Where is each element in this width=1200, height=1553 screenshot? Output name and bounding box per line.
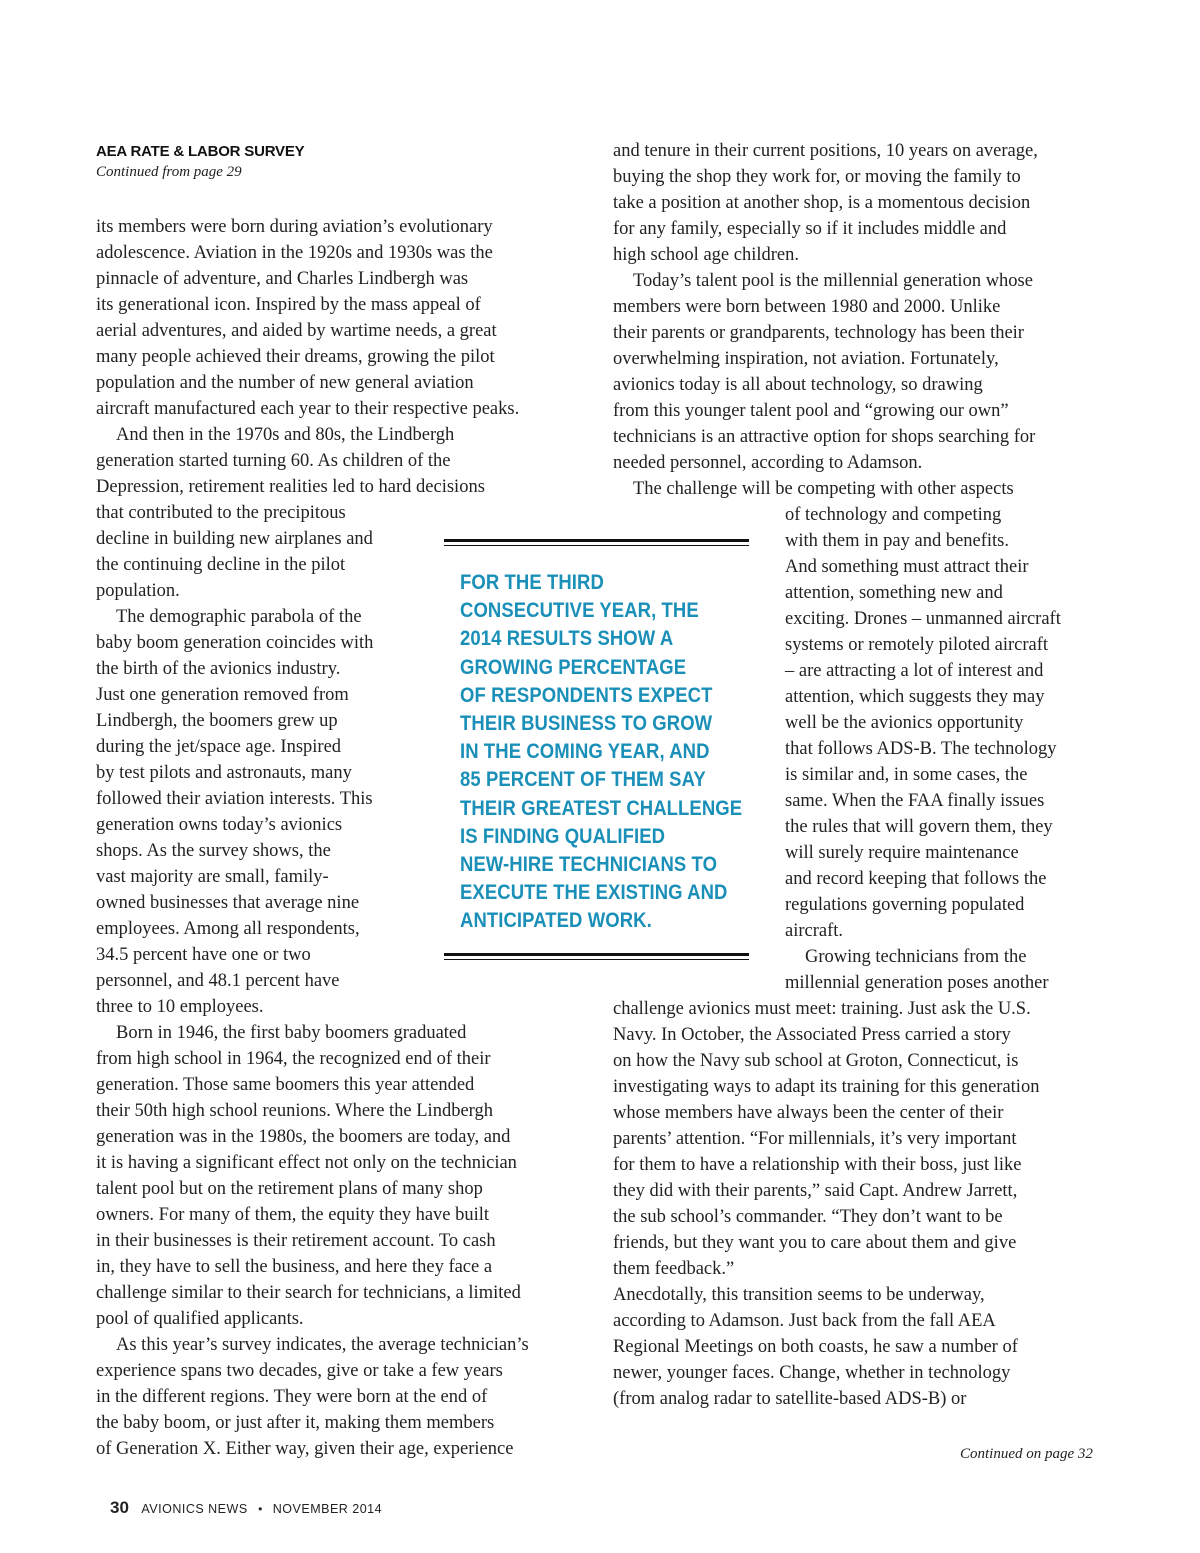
body-text-line: aircraft. bbox=[785, 921, 844, 941]
body-text-line: that follows ADS-B. The technology bbox=[785, 739, 1057, 759]
body-text-line: (from analog radar to satellite-based ADS-B) or bbox=[613, 1389, 967, 1409]
body-text-line: members were born between 1980 and 2000. Unlike bbox=[613, 297, 1001, 317]
body-text-line: Today’s talent pool is the millennial generation whose bbox=[633, 271, 1033, 291]
body-text-line: the sub school’s commander. “They don’t want to be bbox=[613, 1207, 1003, 1227]
body-text-line: will surely require maintenance bbox=[785, 843, 1019, 863]
pull-quote-line: GROWING PERCENTAGE bbox=[460, 654, 687, 679]
body-text-line: them feedback.” bbox=[613, 1259, 735, 1279]
body-text-line: – are attracting a lot of interest and bbox=[785, 661, 1044, 681]
body-text-line: the continuing decline in the pilot bbox=[96, 555, 346, 575]
body-text-line: of Generation X. Either way, given their age, experience bbox=[96, 1439, 514, 1459]
body-text-line: 34.5 percent have one or two bbox=[96, 945, 311, 965]
pull-quote-line: 2014 RESULTS SHOW A bbox=[460, 626, 674, 651]
pull-quote-line: THEIR BUSINESS TO GROW bbox=[460, 711, 713, 735]
body-text-line: The demographic parabola of the bbox=[116, 607, 362, 627]
body-text-line: talent pool but on the retirement plans of many shop bbox=[96, 1179, 483, 1199]
body-text-line: three to 10 employees. bbox=[96, 997, 264, 1017]
body-text-line: of technology and competing bbox=[785, 505, 1002, 525]
body-text-line: Anecdotally, this transition seems to be underway, bbox=[613, 1285, 985, 1305]
body-text-line: population. bbox=[96, 581, 180, 601]
body-text-line: shops. As the survey shows, the bbox=[96, 841, 331, 861]
body-text-line: exciting. Drones – unmanned aircraft bbox=[785, 609, 1061, 629]
pull-quote-bottom-rule bbox=[444, 953, 749, 960]
body-text-line: same. When the FAA finally issues bbox=[785, 791, 1045, 811]
body-text-line: newer, younger faces. Change, whether in technology bbox=[613, 1363, 1011, 1383]
body-text-line: technicians is an attractive option for shops searching for bbox=[613, 427, 1036, 447]
body-text-line: and tenure in their current positions, 10 years on average, bbox=[613, 141, 1038, 161]
body-text-line: The challenge will be competing with other aspects bbox=[633, 479, 1014, 499]
body-text-line: the baby boom, or just after it, making them members bbox=[96, 1413, 495, 1433]
body-text-line: from high school in 1964, the recognized end of their bbox=[96, 1049, 491, 1069]
body-text-line: population and the number of new general aviation bbox=[96, 373, 474, 393]
body-text-line: generation started turning 60. As children of the bbox=[96, 451, 451, 471]
body-text-line: by test pilots and astronauts, many bbox=[96, 763, 352, 783]
body-text-line: the birth of the avionics industry. bbox=[96, 659, 341, 679]
page-footer bbox=[110, 1498, 382, 1518]
body-text-line: friends, but they want you to care about them and give bbox=[613, 1233, 1017, 1253]
body-text-line: And then in the 1970s and 80s, the Lindbergh bbox=[116, 425, 455, 445]
pull-quote-line: THEIR GREATEST CHALLENGE bbox=[460, 795, 743, 820]
body-text-line: baby boom generation coincides with bbox=[96, 633, 374, 653]
body-text-line: from this younger talent pool and “growing our own” bbox=[613, 401, 1009, 421]
body-text-line: their 50th high school reunions. Where the Lindbergh bbox=[96, 1101, 493, 1121]
publication-name: AVIONICS NEWS bbox=[141, 1502, 248, 1516]
body-text-line: is similar and, in some cases, the bbox=[785, 765, 1028, 785]
body-text-line: in, they have to sell the business, and here they face a bbox=[96, 1257, 493, 1277]
body-text-line: whose members have always been the center of their bbox=[613, 1103, 1004, 1123]
body-text-line: in the different regions. They were born at the end of bbox=[96, 1387, 488, 1407]
body-text-line: experience spans two decades, give or take a few years bbox=[96, 1361, 503, 1381]
body-text-line: for any family, especially so if it includes middle and bbox=[613, 219, 1007, 239]
body-text-line: Born in 1946, the first baby boomers graduated bbox=[116, 1023, 467, 1043]
body-text-line: followed their aviation interests. This bbox=[96, 789, 373, 809]
pull-quote-line: FOR THE THIRD bbox=[460, 570, 604, 594]
pull-quote-line: EXECUTE THE EXISTING AND bbox=[460, 880, 728, 905]
body-text-line: it is having a significant effect not only on the technician bbox=[96, 1153, 517, 1173]
body-text-line: generation owns today’s avionics bbox=[96, 815, 343, 835]
body-text-line: personnel, and 48.1 percent have bbox=[96, 971, 340, 991]
body-text-line: systems or remotely piloted aircraft bbox=[785, 635, 1049, 655]
body-text-line: millennial generation poses another bbox=[785, 973, 1049, 993]
body-text-line: pinnacle of adventure, and Charles Lindbergh was bbox=[96, 269, 469, 289]
body-text-line: employees. Among all respondents, bbox=[96, 919, 360, 939]
body-text-line: Depression, retirement realities led to hard decisions bbox=[96, 477, 485, 497]
pull-quote-line: CONSECUTIVE YEAR, THE bbox=[460, 598, 699, 623]
pull-quote-line: IN THE COMING YEAR, AND bbox=[460, 739, 710, 764]
body-text-line: Growing technicians from the bbox=[805, 947, 1027, 967]
body-text-line: according to Adamson. Just back from the fall AEA bbox=[613, 1311, 996, 1331]
body-text-line: vast majority are small, family- bbox=[96, 867, 329, 887]
continued-on: Continued on page 32 bbox=[960, 1446, 1093, 1462]
body-text-line: aerial adventures, and aided by wartime needs, a great bbox=[96, 321, 497, 341]
body-text-line: adolescence. Aviation in the 1920s and 1930s was the bbox=[96, 243, 493, 263]
body-text-line: Regional Meetings on both coasts, he saw a number of bbox=[613, 1337, 1018, 1357]
pull-quote-line: OF RESPONDENTS EXPECT bbox=[460, 682, 713, 707]
body-text-line: aircraft manufactured each year to their respective peaks. bbox=[96, 399, 520, 419]
body-text-line: decline in building new airplanes and bbox=[96, 529, 373, 549]
body-text-line: Just one generation removed from bbox=[96, 685, 349, 705]
body-text-line: they did with their parents,” said Capt. Andrew Jarrett, bbox=[613, 1181, 1018, 1201]
body-text-line: its members were born during aviation’s evolutionary bbox=[96, 217, 493, 237]
continued-from: Continued from page 29 bbox=[96, 164, 242, 180]
pull-quote-line: ANTICIPATED WORK. bbox=[460, 908, 652, 933]
body-text-line: many people achieved their dreams, growing the pilot bbox=[96, 347, 495, 367]
body-text-line: during the jet/space age. Inspired bbox=[96, 737, 342, 757]
body-text-line: And something must attract their bbox=[785, 557, 1029, 577]
body-text-line: high school age children. bbox=[613, 245, 799, 265]
body-text-line: Lindbergh, the boomers grew up bbox=[96, 711, 338, 731]
footer-separator: • bbox=[258, 1502, 263, 1516]
issue-date: NOVEMBER 2014 bbox=[272, 1502, 383, 1516]
body-text-line: regulations governing populated bbox=[785, 895, 1025, 915]
body-text-line: buying the shop they work for, or moving the family to bbox=[613, 167, 1021, 187]
body-text-line: generation. Those same boomers this year attended bbox=[96, 1075, 475, 1095]
pull-quote-line: NEW-HIRE TECHNICIANS TO bbox=[460, 852, 718, 876]
body-text-line: generation was in the 1980s, the boomers are today, and bbox=[96, 1127, 511, 1147]
body-text-line: needed personnel, according to Adamson. bbox=[613, 453, 923, 473]
body-text-line: Navy. In October, the Associated Press carried a story bbox=[613, 1025, 1011, 1045]
body-text-line: well be the avionics opportunity bbox=[785, 713, 1024, 733]
pull-quote-top-rule bbox=[444, 539, 749, 546]
body-text-line: overwhelming inspiration, not aviation. Fortunately, bbox=[613, 349, 999, 369]
body-text-line: in their businesses is their retirement account. To cash bbox=[96, 1231, 496, 1251]
body-text-line: and record keeping that follows the bbox=[785, 869, 1047, 889]
body-text-line: owners. For many of them, the equity they have built bbox=[96, 1205, 490, 1225]
page-number: 30 bbox=[110, 1498, 129, 1517]
body-text-line: for them to have a relationship with their boss, just like bbox=[613, 1155, 1022, 1175]
body-text-line: As this year’s survey indicates, the average technician’s bbox=[116, 1335, 529, 1355]
body-text-line: their parents or grandparents, technology has been their bbox=[613, 323, 1024, 343]
body-text-line: owned businesses that average nine bbox=[96, 893, 360, 913]
body-text-line: take a position at another shop, is a momentous decision bbox=[613, 193, 1031, 213]
body-text-line: avionics today is all about technology, so drawing bbox=[613, 375, 983, 395]
body-text-line: the rules that will govern them, they bbox=[785, 817, 1053, 837]
body-text-line: parents’ attention. “For millennials, it’s very important bbox=[613, 1129, 1017, 1149]
body-text-line: attention, something new and bbox=[785, 583, 1003, 603]
section-title: AEA RATE & LABOR SURVEY bbox=[96, 143, 305, 160]
body-text-line: pool of qualified applicants. bbox=[96, 1309, 304, 1329]
pull-quote-line: 85 PERCENT OF THEM SAY bbox=[460, 767, 706, 792]
body-text-line: its generational icon. Inspired by the mass appeal of bbox=[96, 295, 481, 315]
body-text-line: on how the Navy sub school at Groton, Connecticut, is bbox=[613, 1051, 1019, 1071]
body-text-line: that contributed to the precipitous bbox=[96, 503, 346, 523]
body-text-line: investigating ways to adapt its training for this generation bbox=[613, 1077, 1040, 1097]
body-text-line: with them in pay and benefits. bbox=[785, 531, 1010, 551]
body-text-line: challenge avionics must meet: training. Just ask the U.S. bbox=[613, 999, 1031, 1019]
body-text-line: challenge similar to their search for technicians, a limited bbox=[96, 1283, 521, 1303]
body-text-line: attention, which suggests they may bbox=[785, 687, 1045, 707]
pull-quote-line: IS FINDING QUALIFIED bbox=[460, 823, 666, 848]
